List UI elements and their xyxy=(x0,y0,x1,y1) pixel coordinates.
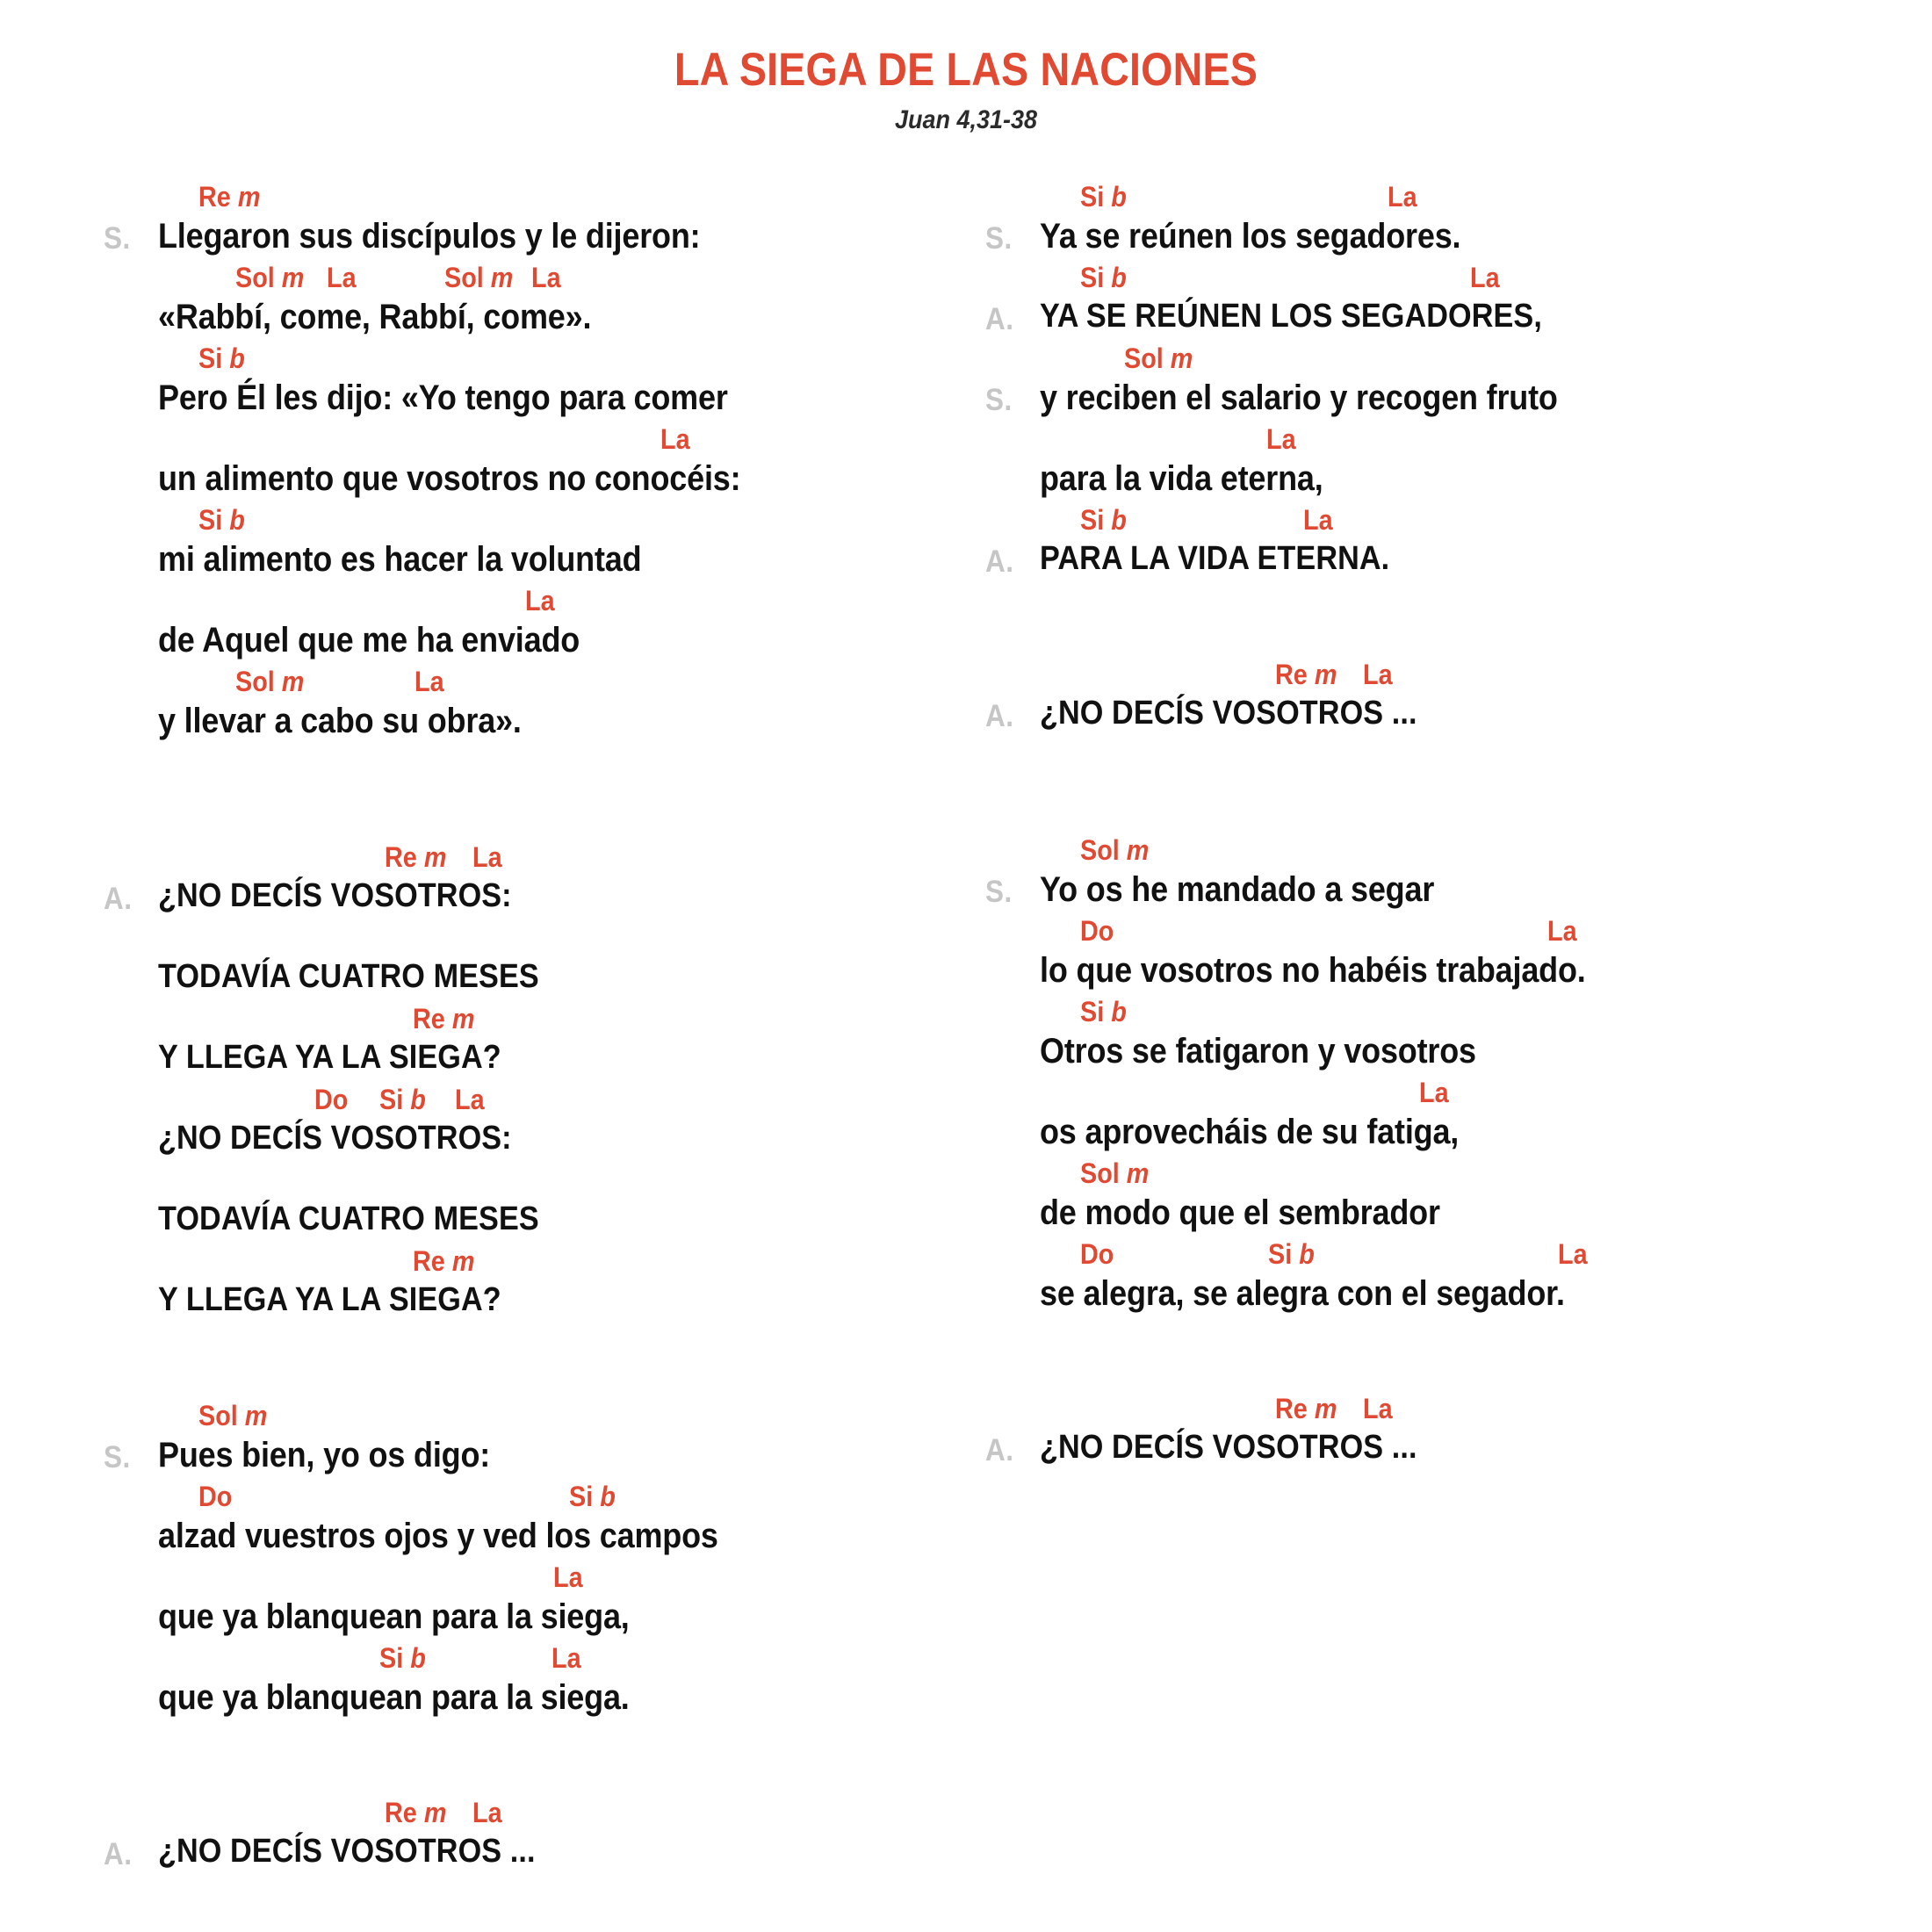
lyric-line xyxy=(985,183,1932,263)
chord-label: La xyxy=(472,1797,502,1828)
chord-modifier: b xyxy=(222,504,245,536)
lyric-line xyxy=(104,924,931,1005)
chord-label: Do xyxy=(198,1481,233,1512)
lyric-line xyxy=(104,667,931,748)
chord-label: La xyxy=(415,666,444,697)
stanza-gap xyxy=(104,1328,931,1402)
chord-modifier: m xyxy=(1119,1157,1150,1189)
soloist-marker: S. xyxy=(104,1440,131,1474)
chord-label: La xyxy=(1547,915,1577,947)
chord-modifier: m xyxy=(483,262,514,293)
left-column xyxy=(0,183,931,1879)
chord-label: La xyxy=(1303,504,1333,536)
lyric-line xyxy=(985,1078,1932,1159)
assembly-lyric-text: ¿NO DECÍS VOSOTROS: xyxy=(158,1120,512,1157)
chord-label: Sol m xyxy=(235,666,305,697)
lyric-line xyxy=(104,1166,931,1247)
chord-label: Si b xyxy=(1268,1238,1315,1270)
chord-label: Si b xyxy=(1080,504,1127,536)
chord-label: La xyxy=(1266,423,1296,455)
assembly-marker: A. xyxy=(104,882,133,916)
assembly-marker: A. xyxy=(985,544,1014,579)
chord-label: Re m xyxy=(1275,659,1337,690)
chord-label: Si b xyxy=(1080,262,1127,293)
chord-modifier: b xyxy=(403,1084,426,1115)
chord-modifier: m xyxy=(444,1003,475,1034)
chord-label: La xyxy=(531,262,561,293)
stanza-gap xyxy=(985,741,1932,836)
chord-modifier: b xyxy=(403,1642,426,1674)
chord-modifier: b xyxy=(222,342,245,374)
lyric-line xyxy=(104,843,931,924)
chord-label: Si b xyxy=(379,1084,426,1115)
song-header xyxy=(0,0,1932,135)
lyric-line xyxy=(104,1085,931,1166)
lyric-text: Pues bien, yo os digo: xyxy=(158,1436,491,1474)
lyric-line xyxy=(104,1482,931,1563)
lyric-line xyxy=(985,344,1932,425)
chord-modifier: m xyxy=(237,1400,268,1431)
chord-modifier: b xyxy=(593,1481,616,1512)
lyric-line xyxy=(985,1159,1932,1240)
chord-label: Do xyxy=(1080,915,1114,947)
chord-label: La xyxy=(1363,1393,1393,1424)
chord-label: Re m xyxy=(385,1797,447,1828)
refrain-tag-block xyxy=(104,1799,931,1879)
lyric-text: Pero Él les dijo: «Yo tengo para comer xyxy=(158,378,728,417)
lyric-line xyxy=(985,917,1932,998)
lyric-line xyxy=(985,998,1932,1078)
lyric-text: Yo os he mandado a segar xyxy=(1040,870,1435,909)
chord-modifier: b xyxy=(1104,504,1127,536)
chord-label: Re m xyxy=(413,1245,475,1277)
chord-label: La xyxy=(472,841,502,873)
assembly-marker: A. xyxy=(985,699,1014,733)
chord-modifier: m xyxy=(416,841,447,873)
lyric-line xyxy=(104,1563,931,1644)
chord-label: La xyxy=(660,423,690,455)
lyric-text: que ya blanquean para la siega. xyxy=(158,1678,630,1717)
chord-label: Do xyxy=(314,1084,349,1115)
lyric-line xyxy=(104,263,931,344)
lyrics-columns xyxy=(0,183,1932,1879)
chord-modifier: m xyxy=(274,262,305,293)
lyric-line xyxy=(104,1005,931,1085)
lyric-line xyxy=(104,587,931,667)
assembly-lyric-text: ¿NO DECÍS VOSOTROS ... xyxy=(1040,1429,1417,1466)
assembly-lyric-text: ¿NO DECÍS VOSOTROS ... xyxy=(158,1833,536,1870)
chord-label: La xyxy=(553,1561,583,1593)
soloist-marker: S. xyxy=(104,221,131,256)
chord-label: Si b xyxy=(569,1481,616,1512)
lyric-text: «Rabbí, come, Rabbí, come». xyxy=(158,298,592,336)
stanza-block xyxy=(985,183,1932,587)
lyric-line xyxy=(985,660,1932,741)
lyric-text: Otros se fatigaron y vosotros xyxy=(1040,1032,1476,1071)
assembly-lyric-text: ¿NO DECÍS VOSOTROS ... xyxy=(1040,695,1417,732)
chord-label: La xyxy=(1419,1077,1449,1108)
chord-label: Re m xyxy=(413,1003,475,1034)
chord-label: Sol m xyxy=(444,262,514,293)
chord-label: Do xyxy=(1080,1238,1114,1270)
stanza-block xyxy=(104,1402,931,1725)
chord-label: Re m xyxy=(385,841,447,873)
lyric-line xyxy=(985,1240,1932,1321)
stanza-gap xyxy=(104,1725,931,1799)
lyric-line xyxy=(104,425,931,506)
chord-modifier: b xyxy=(1104,181,1127,213)
chord-label: La xyxy=(1363,659,1393,690)
lyric-text: se alegra, se alegra con el segador. xyxy=(1040,1274,1565,1313)
chord-label: La xyxy=(1388,181,1417,213)
stanza-gap xyxy=(985,1321,1932,1395)
soloist-marker: S. xyxy=(985,383,1013,417)
lyric-text: y reciben el salario y recogen fruto xyxy=(1040,378,1558,417)
lyric-line xyxy=(104,1402,931,1482)
refrain-tag-block xyxy=(985,660,1932,741)
assembly-lyric-text: Y LLEGA YA LA SIEGA? xyxy=(158,1281,501,1318)
chord-modifier: m xyxy=(230,181,261,213)
stanza-block xyxy=(104,183,931,748)
lyric-line xyxy=(985,506,1932,587)
chord-label: Re m xyxy=(1275,1393,1337,1424)
chord-label: Sol m xyxy=(198,1400,268,1431)
lyric-line xyxy=(985,425,1932,506)
assembly-lyric-text: TODAVÍA CUATRO MESES xyxy=(158,958,539,995)
assembly-marker: A. xyxy=(104,1837,133,1871)
chord-modifier: m xyxy=(1119,834,1150,866)
assembly-lyric-text: YA SE REÚNEN LOS SEGADORES, xyxy=(1040,298,1542,335)
chord-label: Si b xyxy=(1080,181,1127,213)
page-title: LA SIEGA DE LAS NACIONES xyxy=(674,44,1258,96)
chord-label: La xyxy=(525,585,555,616)
chord-modifier: m xyxy=(274,666,305,697)
refrain-tag-block xyxy=(985,1395,1932,1475)
chord-modifier: m xyxy=(416,1797,447,1828)
assembly-lyric-text: Y LLEGA YA LA SIEGA? xyxy=(158,1039,501,1076)
chord-label: Si b xyxy=(198,342,245,374)
lyric-text: para la vida eterna, xyxy=(1040,459,1323,498)
lyric-line xyxy=(985,263,1932,344)
lyric-text: mi alimento es hacer la voluntad xyxy=(158,540,642,579)
stanza-gap xyxy=(104,748,931,843)
chord-label: La xyxy=(1558,1238,1588,1270)
lyric-text: alzad vuestros ojos y ved los campos xyxy=(158,1517,718,1555)
lyric-text: lo que vosotros no habéis trabajado. xyxy=(1040,951,1586,990)
lyric-line xyxy=(985,1395,1932,1475)
assembly-marker: A. xyxy=(985,302,1014,336)
lyric-text: de modo que el sembrador xyxy=(1040,1193,1440,1232)
chord-label: La xyxy=(551,1642,581,1674)
chord-label: La xyxy=(455,1084,485,1115)
lyric-line xyxy=(104,344,931,425)
right-column xyxy=(931,183,1932,1475)
chord-label: Si b xyxy=(198,504,245,536)
chord-label: Si b xyxy=(1080,996,1127,1027)
chord-label: Sol m xyxy=(1080,1157,1150,1189)
chord-label: Si b xyxy=(379,1642,426,1674)
lyric-line xyxy=(104,1799,931,1879)
soloist-marker: S. xyxy=(985,875,1013,909)
lyric-text: os aprovecháis de su fatiga, xyxy=(1040,1113,1460,1151)
lyric-text: un alimento que vosotros no conocéis: xyxy=(158,459,741,498)
chord-label: Sol m xyxy=(235,262,305,293)
lyric-text: que ya blanquean para la siega, xyxy=(158,1597,630,1636)
scripture-reference: Juan 4,31-38 xyxy=(894,105,1038,134)
chord-modifier: b xyxy=(1292,1238,1315,1270)
assembly-marker: A. xyxy=(985,1433,1014,1467)
chord-label: Sol m xyxy=(1080,834,1150,866)
chord-modifier: b xyxy=(1104,996,1127,1027)
lyric-line xyxy=(104,1644,931,1725)
chord-modifier: m xyxy=(1307,1393,1337,1424)
assembly-lyric-text: ¿NO DECÍS VOSOTROS: xyxy=(158,877,512,914)
chord-modifier: b xyxy=(1104,262,1127,293)
lyric-text: Llegaron sus discípulos y le dijeron: xyxy=(158,217,701,256)
chord-label: La xyxy=(327,262,357,293)
lyric-text: de Aquel que me ha enviado xyxy=(158,621,580,660)
lyric-line xyxy=(104,1247,931,1328)
chord-label: La xyxy=(1470,262,1500,293)
refrain-block xyxy=(104,843,931,1328)
chord-modifier: m xyxy=(444,1245,475,1277)
chord-modifier: m xyxy=(1307,659,1337,690)
lyric-line xyxy=(104,183,931,263)
chord-label: Sol m xyxy=(1124,342,1193,374)
lyric-line xyxy=(985,836,1932,917)
lyric-text: Ya se reúnen los segadores. xyxy=(1040,217,1461,256)
stanza-gap xyxy=(985,587,1932,660)
assembly-lyric-text: PARA LA VIDA ETERNA. xyxy=(1040,540,1390,577)
soloist-marker: S. xyxy=(985,221,1013,256)
lyric-line xyxy=(104,506,931,587)
stanza-block xyxy=(985,836,1932,1321)
assembly-lyric-text: TODAVÍA CUATRO MESES xyxy=(158,1200,539,1237)
lyric-text: y llevar a cabo su obra». xyxy=(158,702,522,740)
chord-modifier: m xyxy=(1163,342,1193,374)
chord-label: Re m xyxy=(198,181,261,213)
